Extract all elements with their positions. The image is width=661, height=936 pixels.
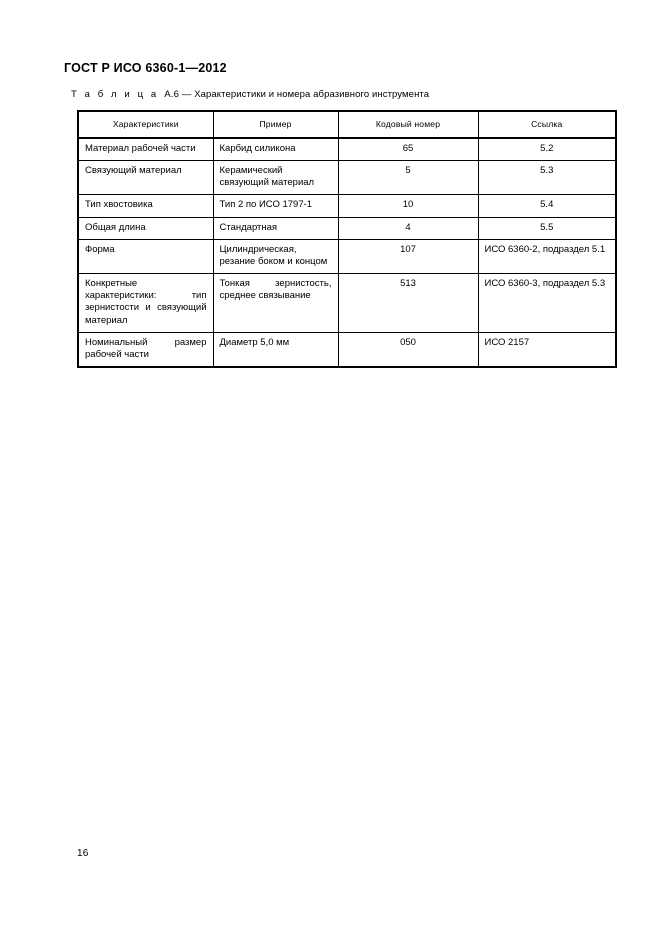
cell-code-number: 513 [338, 274, 478, 333]
column-header-characteristics: Характеристики [78, 111, 213, 138]
table-row [78, 217, 616, 239]
cell-code-number: 5 [338, 161, 478, 195]
cell-characteristic: Общая длина [78, 217, 213, 239]
cell-example: Стандартная [213, 217, 338, 239]
table-caption [71, 89, 429, 100]
cell-reference: ИСО 2157 [478, 332, 616, 367]
cell-example: Тип 2 по ИСО 1797-1 [213, 195, 338, 217]
page-number: 16 [77, 848, 89, 859]
table-caption-label: Т а б л и ц а [71, 89, 159, 100]
cell-characteristic: Материал рабочей части [78, 138, 213, 161]
column-header-code-number: Кодовый номер [338, 111, 478, 138]
cell-example: Диаметр 5,0 мм [213, 332, 338, 367]
cell-code-number: 050 [338, 332, 478, 367]
cell-characteristic: Номинальный размер рабочей части [78, 332, 213, 367]
cell-characteristic: Конкретные характеристики: тип зернистости и связующий материал [78, 274, 213, 333]
table-caption-text: Характеристики и номера абразивного инструмента [194, 89, 430, 100]
table-row [78, 239, 616, 273]
table-header-row [78, 111, 616, 138]
column-header-example: Пример [213, 111, 338, 138]
table-body [78, 138, 616, 367]
cell-reference: 5.5 [478, 217, 616, 239]
table-row [78, 332, 616, 367]
running-head: ГОСТ Р ИСО 6360-1—2012 [64, 61, 227, 75]
cell-reference: 5.2 [478, 138, 616, 161]
cell-code-number: 4 [338, 217, 478, 239]
cell-example: Тонкая зернистость, среднее связывание [213, 274, 338, 333]
cell-example: Керамический связующий материал [213, 161, 338, 195]
specification-table [77, 110, 617, 368]
table-row [78, 195, 616, 217]
specification-table-wrapper [77, 110, 615, 368]
table-row [78, 138, 616, 161]
cell-example: Цилиндрическая, резание боком и концом [213, 239, 338, 273]
cell-reference: ИСО 6360-2, подраздел 5.1 [478, 239, 616, 273]
table-caption-number: А.6 [164, 89, 180, 100]
cell-code-number: 10 [338, 195, 478, 217]
cell-example: Карбид силикона [213, 138, 338, 161]
cell-reference: ИСО 6360-3, подраздел 5.3 [478, 274, 616, 333]
cell-code-number: 65 [338, 138, 478, 161]
cell-reference: 5.4 [478, 195, 616, 217]
table-row [78, 161, 616, 195]
cell-characteristic: Тип хвостовика [78, 195, 213, 217]
table-row [78, 274, 616, 333]
cell-characteristic: Связующий материал [78, 161, 213, 195]
cell-characteristic: Форма [78, 239, 213, 273]
cell-reference: 5.3 [478, 161, 616, 195]
table-header [78, 111, 616, 138]
column-header-reference: Ссылка [478, 111, 616, 138]
table-caption-dash: — [181, 89, 192, 100]
cell-code-number: 107 [338, 239, 478, 273]
